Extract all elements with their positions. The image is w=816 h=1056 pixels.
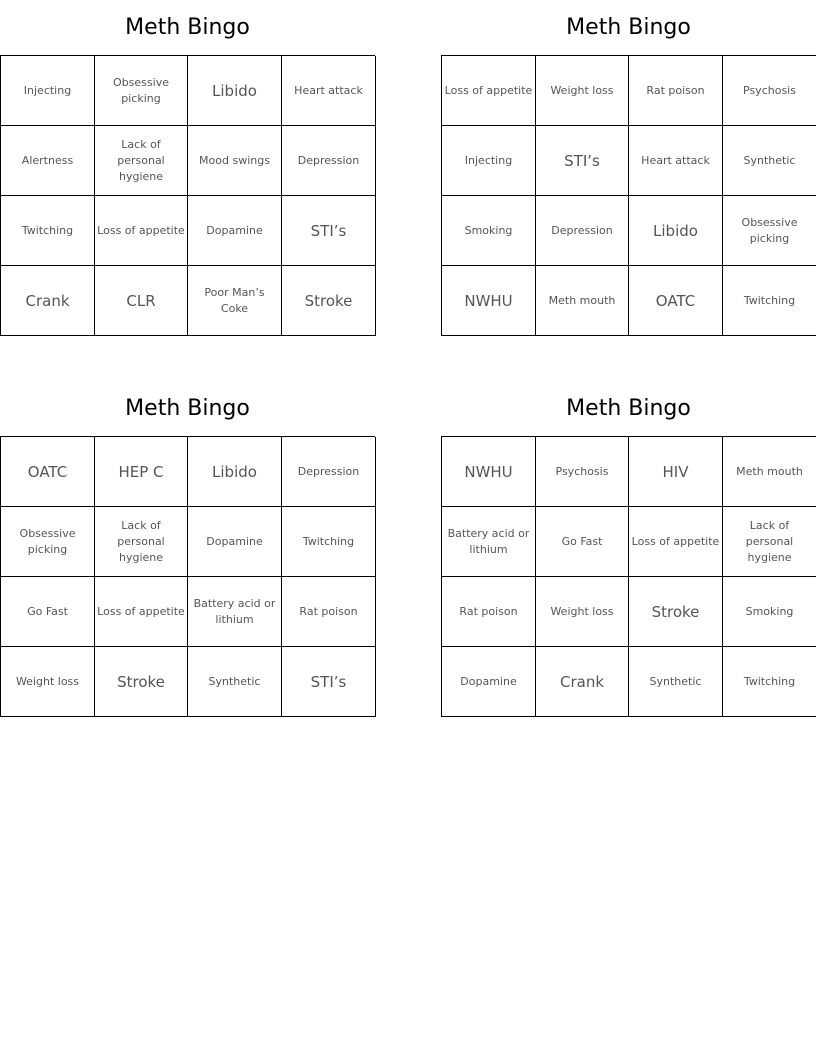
bingo-cell: Libido — [188, 437, 282, 507]
bingo-cell: Stroke — [282, 266, 376, 336]
bingo-cell: Loss of appetite — [442, 56, 536, 126]
bingo-cell: Meth mouth — [536, 266, 629, 336]
bingo-cell: Psychosis — [723, 56, 816, 126]
bingo-cell: Alertness — [1, 126, 95, 196]
bingo-cell: Dopamine — [188, 196, 282, 266]
bingo-cell: Go Fast — [536, 507, 629, 577]
bingo-grid — [0, 436, 375, 717]
bingo-cell: Obsessive picking — [1, 507, 95, 577]
bingo-cell: Synthetic — [188, 647, 282, 717]
bingo-cell: Lack of personal hygiene — [723, 507, 816, 577]
bingo-card-4 — [441, 381, 816, 717]
bingo-cell: Loss of appetite — [629, 507, 723, 577]
bingo-cell: Weight loss — [536, 577, 629, 647]
bingo-cell: NWHU — [442, 437, 536, 507]
bingo-cell: Smoking — [442, 196, 536, 266]
card-title: Meth Bingo — [125, 396, 250, 421]
bingo-cell: Heart attack — [282, 56, 376, 126]
bingo-cell: Libido — [629, 196, 723, 266]
bingo-grid — [441, 436, 816, 717]
bingo-cell: Lack of personal hygiene — [95, 507, 188, 577]
bingo-cell: Depression — [282, 126, 376, 196]
bingo-cell: STI’s — [282, 647, 376, 717]
bingo-cell: Injecting — [442, 126, 536, 196]
bingo-cell: STI’s — [282, 196, 376, 266]
bingo-cell: Rat poison — [282, 577, 376, 647]
bingo-cell: CLR — [95, 266, 188, 336]
bingo-cell: Loss of appetite — [95, 577, 188, 647]
bingo-cell: Meth mouth — [723, 437, 816, 507]
bingo-cell: Twitching — [1, 196, 95, 266]
bingo-cell: Injecting — [1, 56, 95, 126]
bingo-cell: Dopamine — [188, 507, 282, 577]
bingo-cell: NWHU — [442, 266, 536, 336]
bingo-cell: Weight loss — [1, 647, 95, 717]
bingo-card-2 — [441, 0, 816, 336]
bingo-cell: Crank — [1, 266, 95, 336]
bingo-cell: Weight loss — [536, 56, 629, 126]
bingo-cell: Twitching — [723, 266, 816, 336]
bingo-cell: Poor Man’s Coke — [188, 266, 282, 336]
bingo-cell: Rat poison — [629, 56, 723, 126]
bingo-cell: Depression — [536, 196, 629, 266]
bingo-cell: Rat poison — [442, 577, 536, 647]
bingo-cell: Twitching — [723, 647, 816, 717]
bingo-cell: Psychosis — [536, 437, 629, 507]
bingo-cell: Libido — [188, 56, 282, 126]
bingo-cell: Heart attack — [629, 126, 723, 196]
card-title: Meth Bingo — [566, 15, 691, 40]
bingo-cell: Lack of personal hygiene — [95, 126, 188, 196]
bingo-card-1 — [0, 0, 375, 336]
bingo-cell: Depression — [282, 437, 376, 507]
bingo-cell: Synthetic — [723, 126, 816, 196]
bingo-cell: Smoking — [723, 577, 816, 647]
bingo-cell: Obsessive picking — [95, 56, 188, 126]
bingo-cell: HEP C — [95, 437, 188, 507]
bingo-cell: Twitching — [282, 507, 376, 577]
bingo-grid — [0, 55, 375, 336]
bingo-cell: Battery acid or lithium — [442, 507, 536, 577]
bingo-cell: Go Fast — [1, 577, 95, 647]
card-title: Meth Bingo — [125, 15, 250, 40]
bingo-cell: Synthetic — [629, 647, 723, 717]
card-title: Meth Bingo — [566, 396, 691, 421]
bingo-cell: OATC — [1, 437, 95, 507]
bingo-cell: STI’s — [536, 126, 629, 196]
bingo-cell: Stroke — [629, 577, 723, 647]
bingo-cell: Battery acid or lithium — [188, 577, 282, 647]
bingo-cell: Loss of appetite — [95, 196, 188, 266]
bingo-grid — [441, 55, 816, 336]
bingo-cell: Crank — [536, 647, 629, 717]
bingo-card-3 — [0, 381, 375, 717]
bingo-cell: OATC — [629, 266, 723, 336]
bingo-cell: Dopamine — [442, 647, 536, 717]
bingo-cell: Obsessive picking — [723, 196, 816, 266]
bingo-cell: HIV — [629, 437, 723, 507]
bingo-cell: Stroke — [95, 647, 188, 717]
bingo-cell: Mood swings — [188, 126, 282, 196]
